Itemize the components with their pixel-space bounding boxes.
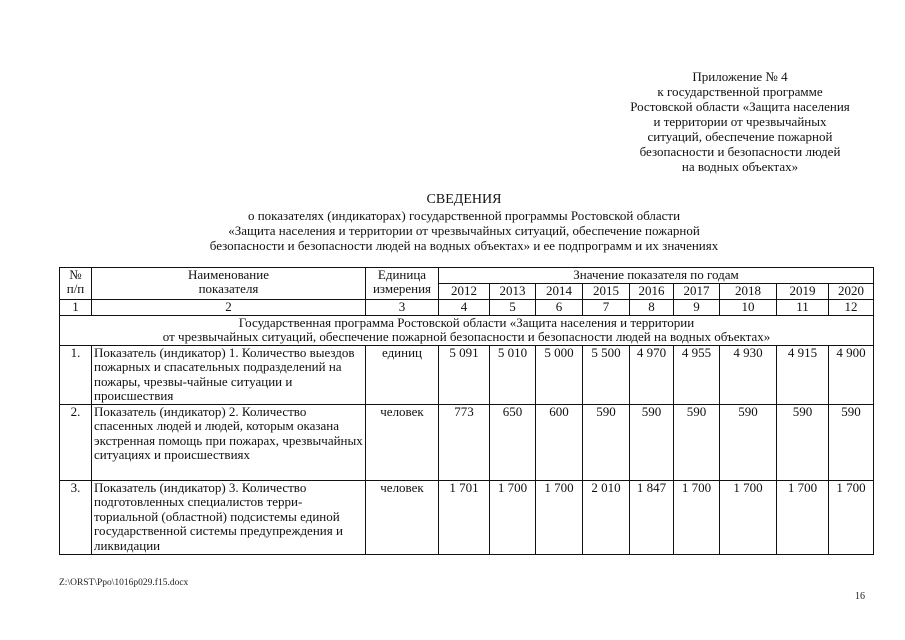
program-title-row xyxy=(60,315,874,345)
row-number: 2. xyxy=(60,404,92,480)
value-cell: 4 970 xyxy=(630,345,674,404)
value-cell: 590 xyxy=(777,404,829,480)
header-unit-line: измерения xyxy=(372,281,432,296)
header-num-line: п/п xyxy=(66,281,85,296)
value-cell: 4 915 xyxy=(777,345,829,404)
value-cell: 1 700 xyxy=(829,480,874,554)
value-cell: 5 091 xyxy=(439,345,490,404)
table-row xyxy=(60,404,874,480)
value-cell: 773 xyxy=(439,404,490,480)
program-title-line: от чрезвычайных ситуаций, обеспечение пожарной безопасности и безопасности людей на водных объектах» xyxy=(162,329,771,344)
indicator-name: Показатель (индикатор) 1. Количество выездов пожарных и спасательных подразделений на пожары, чрезвы-чайные ситуации и происшествия xyxy=(92,345,366,404)
col-number: 10 xyxy=(720,300,777,316)
year-cell: 2016 xyxy=(630,284,674,300)
appendix-line: Ростовской области «Защита населения xyxy=(630,99,850,114)
value-cell: 5 000 xyxy=(536,345,583,404)
header-name-line: показателя xyxy=(198,281,259,296)
value-cell: 1 700 xyxy=(674,480,720,554)
indicators-table xyxy=(59,267,874,555)
col-number: 7 xyxy=(583,300,630,316)
col-number: 3 xyxy=(366,300,439,316)
appendix-line: и территории от чрезвычайных xyxy=(653,114,827,129)
value-cell: 590 xyxy=(674,404,720,480)
program-title-line: Государственная программа Ростовской области «Защита населения и территории xyxy=(238,315,695,330)
value-cell: 590 xyxy=(583,404,630,480)
value-cell: 4 955 xyxy=(674,345,720,404)
value-cell: 650 xyxy=(490,404,536,480)
value-cell: 1 700 xyxy=(536,480,583,554)
heading-line: безопасности и безопасности людей на водных объектах» и ее подпрограмм и их значениях xyxy=(209,238,719,253)
value-cell: 1 847 xyxy=(630,480,674,554)
year-cell: 2017 xyxy=(674,284,720,300)
appendix-line: ситуаций, обеспечение пожарной xyxy=(647,129,833,144)
value-cell: 590 xyxy=(829,404,874,480)
row-number: 1. xyxy=(60,345,92,404)
col-number: 5 xyxy=(490,300,536,316)
year-cell: 2012 xyxy=(439,284,490,300)
value-cell: 590 xyxy=(630,404,674,480)
heading-line: о показателях (индикаторах) государственной программы Ростовской области xyxy=(247,208,681,223)
value-cell: 4 900 xyxy=(829,345,874,404)
year-cell: 2020 xyxy=(829,284,874,300)
page-number: 16 xyxy=(855,591,865,602)
header-unit-line: Единица xyxy=(377,267,427,282)
column-number-row xyxy=(60,300,874,316)
col-number: 2 xyxy=(92,300,366,316)
footer-file-path: Z:\ORST\Ppo\1016p029.f15.docx xyxy=(59,578,189,588)
appendix-line: безопасности и безопасности людей xyxy=(639,144,841,159)
value-cell: 1 700 xyxy=(490,480,536,554)
value-cell: 2 010 xyxy=(583,480,630,554)
unit-cell: единиц xyxy=(366,345,439,404)
table-row xyxy=(60,345,874,404)
col-number: 6 xyxy=(536,300,583,316)
unit-cell: человек xyxy=(366,404,439,480)
heading-line: «Защита населения и территории от чрезвычайных ситуаций, обеспечение пожарной xyxy=(228,223,700,238)
program-title xyxy=(60,315,874,345)
value-cell: 600 xyxy=(536,404,583,480)
col-number: 12 xyxy=(829,300,874,316)
unit-cell: человек xyxy=(366,480,439,554)
header-num xyxy=(60,268,92,300)
col-number: 1 xyxy=(60,300,92,316)
document-heading xyxy=(0,192,905,253)
value-cell: 590 xyxy=(720,404,777,480)
header-values-title: Значение показателя по годам xyxy=(439,268,874,284)
col-number: 4 xyxy=(439,300,490,316)
table-row xyxy=(60,480,874,554)
row-number: 3. xyxy=(60,480,92,554)
year-cell: 2014 xyxy=(536,284,583,300)
appendix-line: на водных объектах» xyxy=(681,159,799,174)
value-cell: 4 930 xyxy=(720,345,777,404)
header-unit xyxy=(366,268,439,300)
year-cell: 2018 xyxy=(720,284,777,300)
header-name-line: Наименование xyxy=(188,267,269,282)
value-cell: 1 700 xyxy=(777,480,829,554)
header-row-top xyxy=(60,268,874,284)
appendix-line: Приложение № 4 xyxy=(692,69,788,84)
document-title: СВЕДЕНИЯ xyxy=(426,192,502,207)
header-name xyxy=(92,268,366,300)
appendix-note xyxy=(590,69,890,174)
indicator-name: Показатель (индикатор) 2. Количество спасенных людей и людей, которым оказана экстренная помощь при пожарах, чрезвычайных ситуациях и происшествиях xyxy=(92,404,366,480)
value-cell: 1 700 xyxy=(720,480,777,554)
appendix-line: к государственной программе xyxy=(657,84,823,99)
indicator-name: Показатель (индикатор) 3. Количество подготовленных специалистов терри-ториальной (областной) подсистемы единой государственной системы предупреждения и ликвидации xyxy=(92,480,366,554)
header-num-line: № xyxy=(69,267,82,282)
year-cell: 2015 xyxy=(583,284,630,300)
year-cell: 2019 xyxy=(777,284,829,300)
col-number: 8 xyxy=(630,300,674,316)
value-cell: 1 701 xyxy=(439,480,490,554)
col-number: 11 xyxy=(777,300,829,316)
year-cell: 2013 xyxy=(490,284,536,300)
col-number: 9 xyxy=(674,300,720,316)
value-cell: 5 500 xyxy=(583,345,630,404)
value-cell: 5 010 xyxy=(490,345,536,404)
